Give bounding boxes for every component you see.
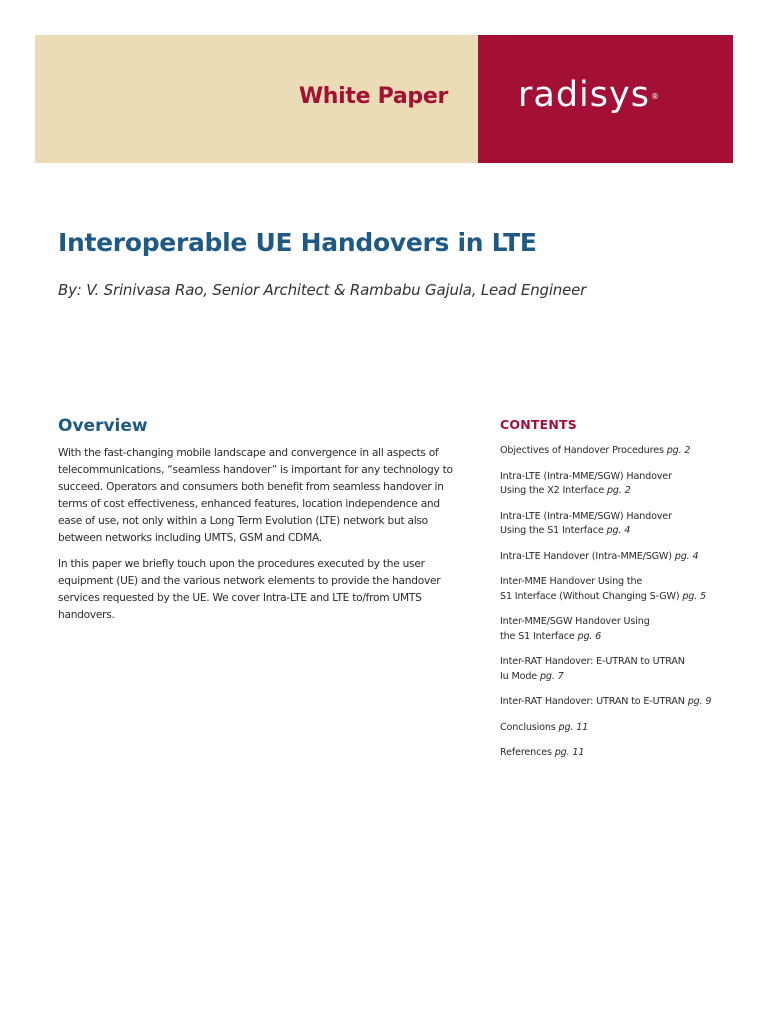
toc-item-title: Inter-MME/SGW Handover Using [500, 616, 650, 627]
toc-item[interactable] [500, 655, 740, 684]
toc-page-ref: pg. 2 [666, 445, 691, 456]
toc-item-title: Conclusions [500, 721, 556, 733]
toc-item[interactable] [500, 510, 740, 539]
toc-item-title: Intra-LTE Handover (Intra-MME/SGW) [500, 550, 672, 562]
toc-page-ref: pg. 4 [674, 550, 699, 562]
banner-right-panel [478, 35, 733, 163]
overview-body [58, 445, 458, 633]
toc-item-title: Inter-RAT Handover: UTRAN to E-UTRAN [500, 696, 685, 707]
document-title: Interoperable UE Handovers in LTE [58, 228, 537, 257]
banner-left-panel [35, 35, 478, 163]
registered-mark: ® [650, 91, 660, 101]
toc-item-title-cont: Iu Mode [500, 670, 538, 682]
toc-item-title: Intra-LTE (Intra-MME/SGW) Handover [500, 510, 672, 522]
toc-item[interactable] [500, 444, 740, 459]
contents-heading: CONTENTS [500, 417, 577, 432]
toc-item-title: Objectives of Handover Procedures [500, 445, 664, 456]
toc-item-title-cont: Using the X2 Interface [500, 485, 605, 496]
logo-text: radisys [518, 75, 650, 115]
toc-page-ref: pg. 2 [606, 485, 631, 496]
toc-page-ref: pg. 6 [577, 630, 602, 642]
document-type-label: White Paper [298, 84, 448, 109]
toc-item[interactable] [500, 695, 740, 710]
toc-page-ref: pg. 4 [606, 525, 631, 536]
toc-item-title: Inter-RAT Handover: E-UTRAN to UTRAN [500, 656, 685, 667]
toc-item[interactable] [500, 746, 740, 761]
toc-page-ref: pg. 11 [554, 747, 585, 758]
toc-item[interactable] [500, 575, 740, 604]
toc-page-ref: pg. 11 [558, 721, 589, 733]
toc-item[interactable] [500, 615, 740, 644]
toc-page-ref: pg. 7 [539, 670, 564, 682]
toc-item-title-cont: S1 Interface (Without Changing S-GW) [500, 590, 680, 602]
author-byline: By: V. Srinivasa Rao, Senior Architect & Rambabu Gajula, Lead Engineer [58, 281, 587, 299]
toc-page-ref: pg. 9 [687, 696, 712, 707]
toc-item-title: Intra-LTE (Intra-MME/SGW) Handover [500, 470, 672, 482]
toc-item[interactable] [500, 550, 740, 565]
toc-item-title: Inter-MME Handover Using the [500, 576, 643, 587]
overview-paragraph: In this paper we briefly touch upon the procedures executed by the user equipment (UE) and the various network elements to provide the handover services requested by the UE. We cover Intra-LTE and LTE to/from UMTS handovers. [58, 558, 441, 621]
overview-heading: Overview [58, 416, 148, 436]
toc-item[interactable] [500, 470, 740, 499]
toc-item-title-cont: Using the S1 Interface [500, 525, 604, 536]
toc-item-title: References [500, 747, 552, 758]
toc-item[interactable] [500, 721, 740, 736]
radisys-logo [518, 75, 660, 115]
header-banner [35, 35, 733, 163]
toc-item-title-cont: the S1 Interface [500, 630, 575, 642]
overview-paragraph: With the fast-changing mobile landscape and convergence in all aspects of telecommunications, “seamless handover” is important for any technology to succeed. Operators and consumers both benefit from seamless handover in terms of cost effectiveness, enhanced features, location independence and ease of use, not only within a Long Term Evolution (LTE) network but also between networks including UMTS, GSM and CDMA. [58, 447, 453, 544]
toc-page-ref: pg. 5 [682, 590, 706, 602]
table-of-contents [500, 444, 740, 772]
